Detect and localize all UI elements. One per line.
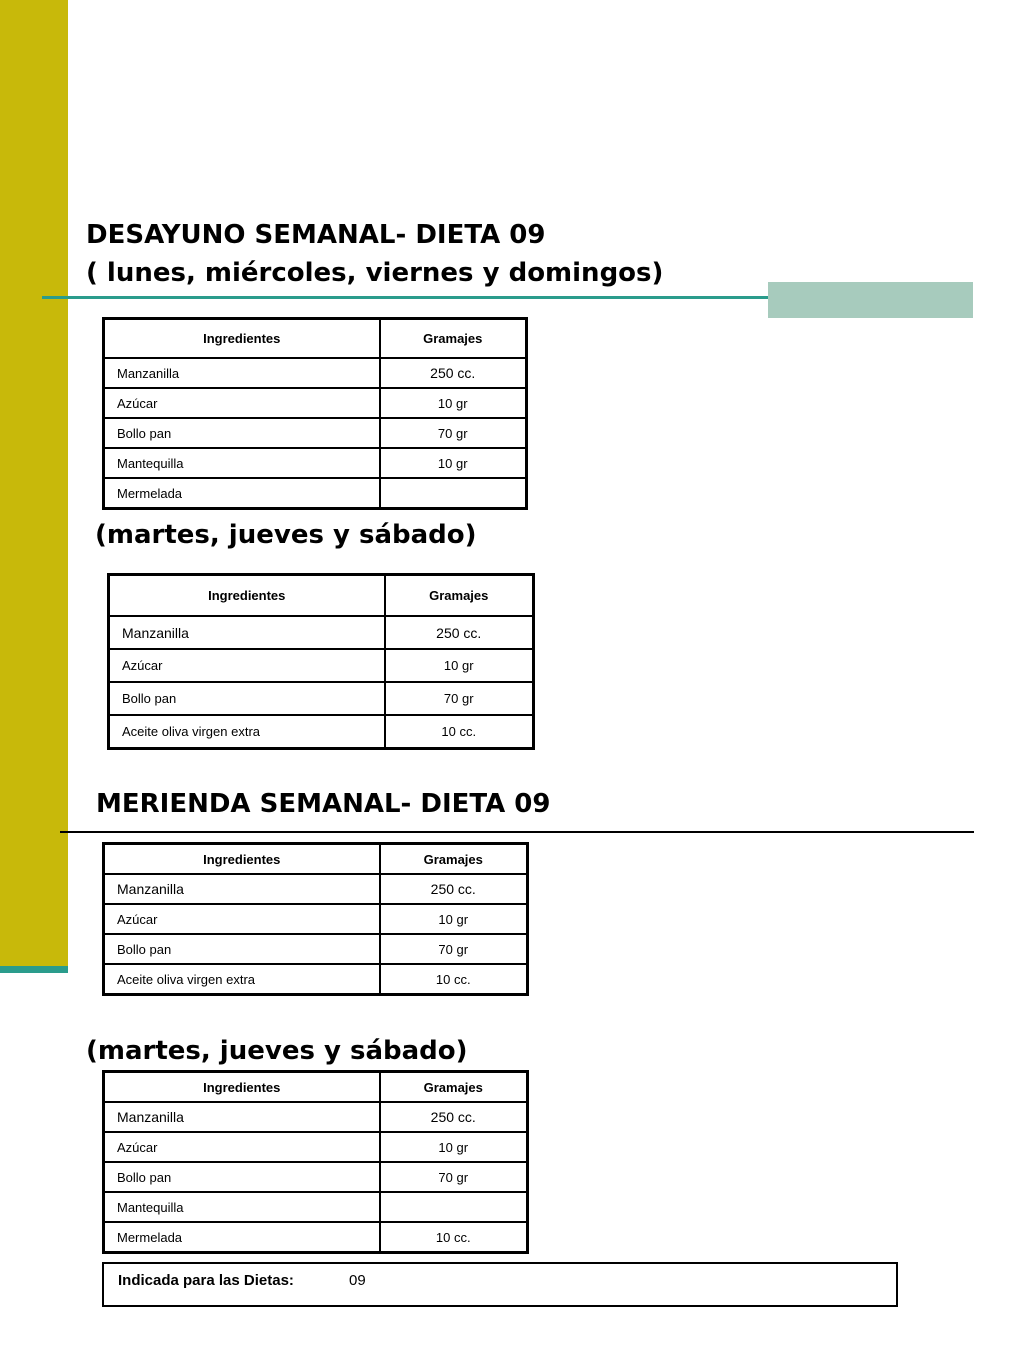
table-row <box>104 1222 528 1253</box>
breakfast-table-2 <box>107 573 535 750</box>
amount-cell: 10 gr <box>380 448 527 478</box>
amount-cell: 70 gr <box>385 682 534 715</box>
snack-subtitle-2: (martes, jueves y sábado) <box>86 1036 468 1066</box>
table-row <box>104 418 527 448</box>
diet-note-value: 09 <box>349 1272 366 1289</box>
breakfast-title-line2: ( lunes, miércoles, viernes y domingos) <box>86 258 664 288</box>
header-ingredientes: Ingredientes <box>104 319 380 359</box>
decorative-teal-block <box>768 282 973 318</box>
amount-cell <box>380 478 527 509</box>
diet-note-box <box>102 1262 898 1307</box>
table-row <box>104 1102 528 1132</box>
header-gramajes: Gramajes <box>380 1072 528 1103</box>
amount-cell: 250 cc. <box>380 358 527 388</box>
amount-cell: 10 cc. <box>380 964 528 995</box>
ingredient-cell: Manzanilla <box>104 874 380 904</box>
table-row <box>104 1162 528 1192</box>
ingredient-cell: Bollo pan <box>104 934 380 964</box>
ingredient-cell: Mantequilla <box>104 1192 380 1222</box>
snack-table-2 <box>102 1070 529 1254</box>
table-row <box>109 715 534 749</box>
ingredient-cell: Manzanilla <box>104 1102 380 1132</box>
breakfast-title <box>86 216 663 292</box>
ingredient-cell: Azúcar <box>109 649 385 682</box>
amount-cell: 10 gr <box>385 649 534 682</box>
header-gramajes: Gramajes <box>385 575 534 617</box>
amount-cell: 10 cc. <box>385 715 534 749</box>
amount-cell: 10 gr <box>380 904 528 934</box>
header-gramajes: Gramajes <box>380 319 527 359</box>
header-ingredientes: Ingredientes <box>109 575 385 617</box>
snack-table-1 <box>102 842 529 996</box>
table-row <box>104 388 527 418</box>
ingredient-cell: Bollo pan <box>104 418 380 448</box>
amount-cell: 250 cc. <box>380 874 528 904</box>
amount-cell: 250 cc. <box>380 1102 528 1132</box>
table-row <box>104 1132 528 1162</box>
breakfast-table-1 <box>102 317 528 510</box>
table-header-row <box>104 844 528 875</box>
ingredient-cell: Manzanilla <box>104 358 380 388</box>
breakfast-title-line1: DESAYUNO SEMANAL- DIETA 09 <box>86 220 546 250</box>
table-row <box>109 682 534 715</box>
header-ingredientes: Ingredientes <box>104 1072 380 1103</box>
ingredient-cell: Mantequilla <box>104 448 380 478</box>
ingredient-cell: Aceite oliva virgen extra <box>104 964 380 995</box>
snack-title-rule <box>60 831 974 833</box>
table-header-row <box>109 575 534 617</box>
table-row <box>109 649 534 682</box>
amount-cell: 250 cc. <box>385 616 534 649</box>
table-row <box>104 934 528 964</box>
ingredient-cell: Mermelada <box>104 478 380 509</box>
diet-note-label: Indicada para las Dietas: <box>118 1272 294 1289</box>
breakfast-subtitle-2: (martes, jueves y sábado) <box>95 520 477 550</box>
amount-cell: 70 gr <box>380 934 528 964</box>
amount-cell: 70 gr <box>380 418 527 448</box>
table-row <box>104 478 527 509</box>
ingredient-cell: Bollo pan <box>104 1162 380 1192</box>
ingredient-cell: Aceite oliva virgen extra <box>109 715 385 749</box>
amount-cell <box>380 1192 528 1222</box>
table-row <box>104 904 528 934</box>
table-row <box>104 874 528 904</box>
amount-cell: 10 gr <box>380 388 527 418</box>
snack-title: MERIENDA SEMANAL- DIETA 09 <box>96 789 551 819</box>
decorative-side-bar-foot <box>0 966 68 973</box>
header-gramajes: Gramajes <box>380 844 528 875</box>
ingredient-cell: Azúcar <box>104 388 380 418</box>
amount-cell: 70 gr <box>380 1162 528 1192</box>
table-row <box>104 358 527 388</box>
table-row <box>104 964 528 995</box>
table-row <box>104 448 527 478</box>
header-ingredientes: Ingredientes <box>104 844 380 875</box>
ingredient-cell: Mermelada <box>104 1222 380 1253</box>
table-row <box>104 1192 528 1222</box>
ingredient-cell: Bollo pan <box>109 682 385 715</box>
table-row <box>109 616 534 649</box>
ingredient-cell: Manzanilla <box>109 616 385 649</box>
amount-cell: 10 gr <box>380 1132 528 1162</box>
ingredient-cell: Azúcar <box>104 1132 380 1162</box>
amount-cell: 10 cc. <box>380 1222 528 1253</box>
ingredient-cell: Azúcar <box>104 904 380 934</box>
decorative-side-bar <box>0 0 68 968</box>
table-header-row <box>104 319 527 359</box>
table-header-row <box>104 1072 528 1103</box>
